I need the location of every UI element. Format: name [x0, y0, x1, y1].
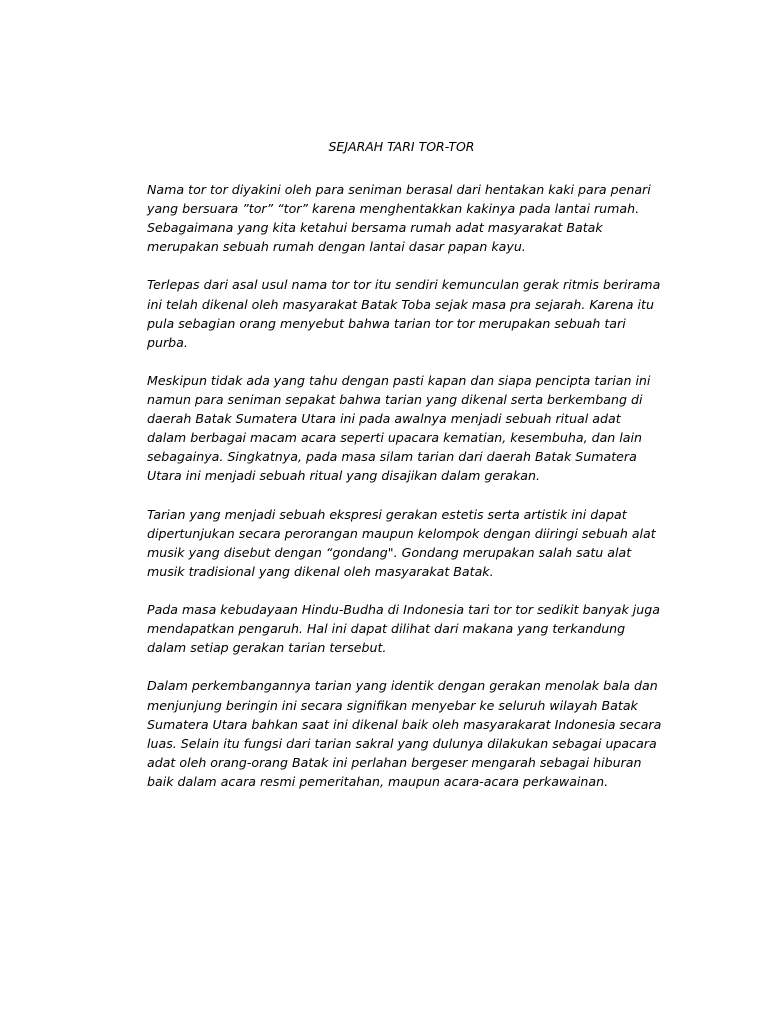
text-line: yang bersuara ”tor” “tor” karena menghentakkan kakinya pada lantai rumah. [147, 201, 640, 217]
text-line: luas. Selain itu fungsi dari tarian sakral yang dulunya dilakukan sebagai upacara [147, 735, 657, 751]
text-line: dalam berbagai macam acara seperti upacara kematian, kesembuha, dan lain [147, 430, 642, 446]
text-line: sebagainya. Singkatnya, pada masa silam tarian dari daerah Batak Sumatera [147, 449, 637, 465]
text-line: mendapatkan pengaruh. Hal ini dapat dilihat dari makana yang terkandung [147, 621, 626, 637]
text-line: Tarian yang menjadi sebuah ekspresi gerakan estetis serta artistik ini dapat [147, 506, 627, 522]
text-line: baik dalam acara resmi pemeritahan, maupun acara-acara perkawainan. [147, 773, 609, 789]
text-line: Utara ini menjadi sebuah ritual yang disajikan dalam gerakan. [147, 468, 541, 484]
paragraph-5 [147, 600, 659, 657]
document-title: SEJARAH TARI TOR-TOR [328, 139, 475, 154]
text-line: dalam setiap gerakan tarian tersebut. [147, 640, 387, 656]
text-line: Sumatera Utara bahkan saat ini dikenal baik oleh masyarakarat Indonesia secara [147, 716, 662, 732]
paragraph-4 [147, 505, 659, 581]
paragraph-2 [147, 275, 659, 351]
text-line: namun para seniman sepakat bahwa tarian yang dikenal serta berkembang di [147, 392, 643, 408]
text-line: Meskipun tidak ada yang tahu dengan pasti kapan dan siapa pencipta tarian ini [147, 372, 651, 388]
text-line: musik yang disebut dengan “gondang". Gondang merupakan salah satu alat [147, 544, 632, 560]
text-line: daerah Batak Sumatera Utara ini pada awalnya menjadi sebuah ritual adat [147, 411, 621, 427]
text-line: pula sebagian orang menyebut bahwa tarian tor tor merupakan sebuah tari [147, 315, 626, 331]
text-line: Nama tor tor diyakini oleh para seniman berasal dari hentakan kaki para penari [147, 182, 651, 197]
paragraph-1 [147, 180, 659, 256]
paragraph-6 [147, 676, 662, 791]
text-line: musik tradisional yang dikenal oleh masyarakat Batak. [147, 563, 494, 579]
text-line: dipertunjukan secara perorangan maupun kelompok dengan diiringi sebuah alat [147, 525, 656, 541]
text-line: adat oleh orang-orang Batak ini perlahan bergeser mengarah sebagai hiburan [147, 754, 642, 770]
text-line: merupakan sebuah rumah dengan lantai dasar papan kayu. [147, 239, 526, 255]
text-line: Pada masa kebudayaan Hindu-Budha di Indonesia tari tor tor sedikit banyak juga [147, 602, 660, 618]
document-body [147, 180, 662, 810]
text-line: purba. [147, 334, 188, 350]
paragraph-3 [147, 371, 659, 486]
text-line: menjunjung beringin ini secara signifikan menyebar ke seluruh wilayah Batak [147, 697, 638, 713]
text-line: ini telah dikenal oleh masyarakat Batak Toba sejak masa pra sejarah. Karena itu [147, 296, 654, 312]
text-line: Terlepas dari asal usul nama tor tor itu sendiri kemunculan gerak ritmis berirama [147, 277, 661, 293]
text-line: Dalam perkembangannya tarian yang identik dengan gerakan menolak bala dan [147, 678, 658, 694]
text-line: Sebagaimana yang kita ketahui bersama rumah adat masyarakat Batak [147, 220, 603, 236]
